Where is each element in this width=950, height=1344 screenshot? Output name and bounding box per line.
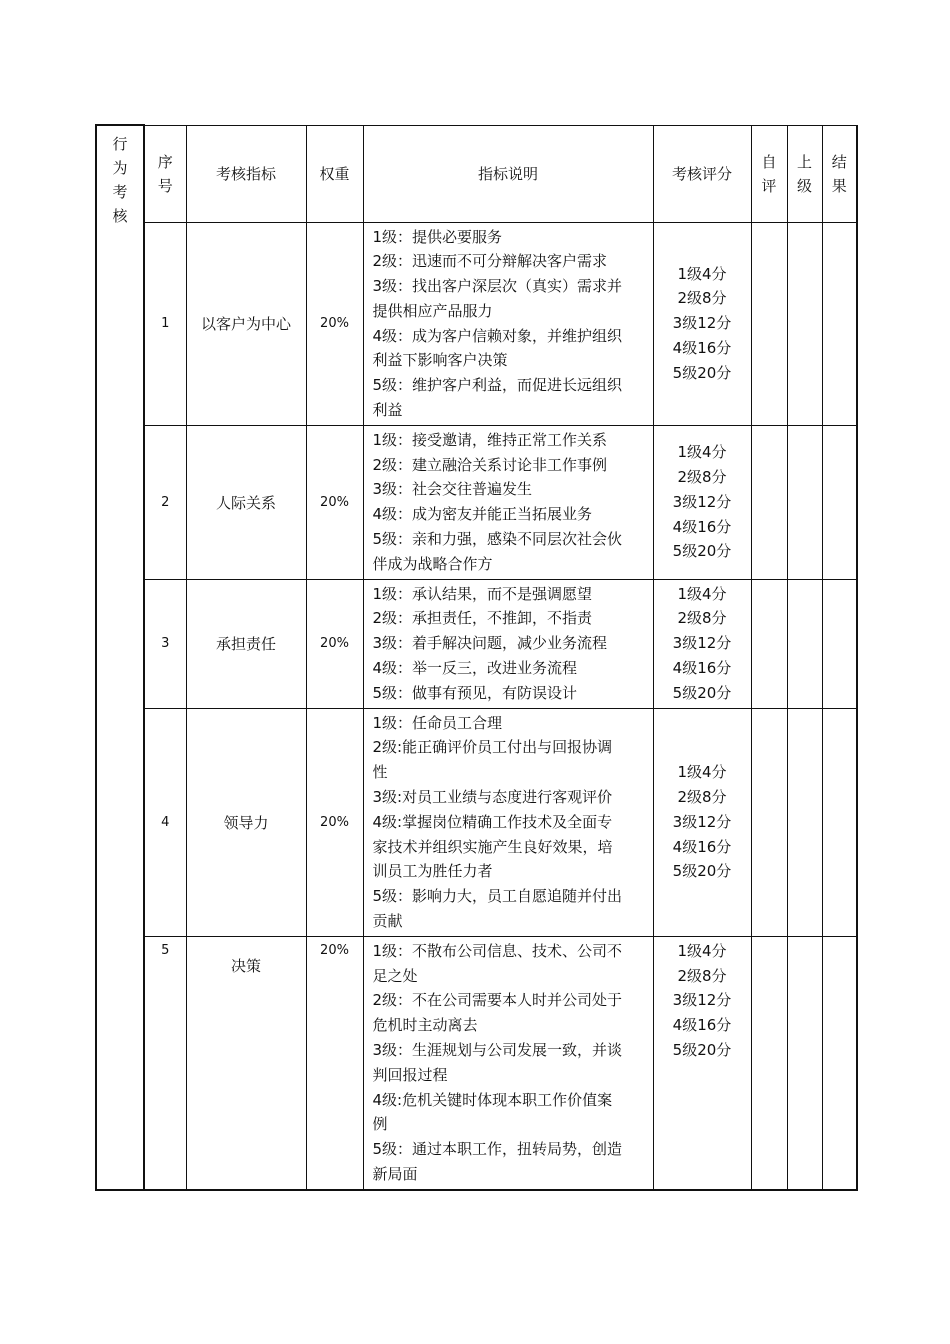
score-line: 3级12分 [672,314,732,333]
description-line: 1级：承认结果，而不是强调愿望 [372,584,593,603]
description-line: 1级：任命员工合理 [372,713,503,732]
description-line: 2级：承担责任，不推卸，不指责 [372,609,593,628]
description-line: 4级：举一反三，改进业务流程 [372,659,578,678]
row-score [653,579,751,708]
row-indicator: 人际关系 [186,425,306,579]
row-result[interactable] [822,222,857,425]
row-result[interactable] [822,936,857,1189]
score-line: 1级4分 [677,763,727,782]
row-seq: 5 [144,936,186,1189]
header-result: 结 果 [822,125,857,222]
row-seq: 3 [144,579,186,708]
row-superior-eval[interactable] [787,425,822,579]
description-line: 5级：亲和力强，感染不同层次社会伙 [372,530,623,549]
row-description [363,936,653,1189]
assessment-sheet [95,124,856,1191]
description-line: 伴成为战略合作方 [372,554,493,573]
description-line: 5级：做事有预见，有防误设计 [372,683,578,702]
score-line: 5级20分 [672,363,732,382]
table-row [96,579,857,708]
description-line: 5级：通过本职工作，扭转局势，创造 [372,1140,623,1159]
row-indicator: 以客户为中心 [186,222,306,425]
score-line: 2级8分 [677,788,727,807]
score-line: 2级8分 [677,468,727,487]
table-row [96,708,857,936]
table-row [96,936,857,1189]
row-superior-eval[interactable] [787,579,822,708]
row-score [653,425,751,579]
row-weight: 20% [306,936,363,1189]
row-indicator: 领导力 [186,708,306,936]
description-line: 5级：维护客户利益，而促进长远组织 [372,376,623,395]
description-line: 4级:掌握岗位精确工作技术及全面专 [372,812,613,831]
row-indicator: 承担责任 [186,579,306,708]
header-superior: 上 级 [787,125,822,222]
score-line: 2级8分 [677,289,727,308]
row-weight: 20% [306,579,363,708]
row-result[interactable] [822,579,857,708]
description-line: 5级：影响力大，员工自愿追随并付出 [372,887,623,906]
score-line: 3级12分 [672,991,732,1010]
description-line: 1级：提供必要服务 [372,227,503,246]
description-line: 4级：成为密友并能正当拓展业务 [372,505,593,524]
score-line: 3级12分 [672,634,732,653]
description-line: 3级：找出客户深层次（真实）需求并 [372,277,623,296]
description-line: 2级：不在公司需要本人时并公司处于 [372,991,623,1010]
description-line: 新局面 [372,1164,418,1183]
row-description [363,708,653,936]
section-char: 行 [112,135,128,153]
row-weight: 20% [306,425,363,579]
score-line: 2级8分 [677,966,727,985]
score-line: 1级4分 [677,443,727,462]
description-line: 例 [372,1115,388,1134]
row-weight: 20% [306,222,363,425]
description-line: 4级：成为客户信赖对象，并维护组织 [372,326,623,345]
score-line: 5级20分 [672,542,732,561]
score-line: 4级16分 [672,339,732,358]
score-line: 3级12分 [672,812,732,831]
row-self-eval[interactable] [751,425,787,579]
table-row [96,425,857,579]
header-seq: 序 号 [144,125,186,222]
description-line: 利益下影响客户决策 [372,351,508,370]
row-indicator: 决策 [186,936,306,1189]
score-line: 1级4分 [677,584,727,603]
row-superior-eval[interactable] [787,936,822,1189]
row-score [653,222,751,425]
row-seq: 1 [144,222,186,425]
row-self-eval[interactable] [751,222,787,425]
description-line: 足之处 [372,966,418,985]
score-line: 4级16分 [672,837,732,856]
row-superior-eval[interactable] [787,708,822,936]
description-line: 3级：着手解决问题，减少业务流程 [372,634,608,653]
assessment-table [95,124,858,1191]
score-line: 1级4分 [677,941,727,960]
table-row [96,222,857,425]
description-line: 1级：接受邀请，维持正常工作关系 [372,430,608,449]
header-weight: 权重 [306,125,363,222]
row-result[interactable] [822,425,857,579]
description-line: 3级:对员工业绩与态度进行客观评价 [372,788,613,807]
description-line: 提供相应产品服力 [372,301,493,320]
header-score: 考核评分 [653,125,751,222]
score-line: 4级16分 [672,1016,732,1035]
score-line: 3级12分 [672,492,732,511]
description-line: 危机时主动离去 [372,1016,478,1035]
row-description [363,579,653,708]
description-line: 训员工为胜任力者 [372,862,493,881]
row-self-eval[interactable] [751,708,787,936]
section-char: 为 [112,159,128,177]
score-line: 2级8分 [677,609,727,628]
row-self-eval[interactable] [751,936,787,1189]
row-description [363,222,653,425]
row-seq: 4 [144,708,186,936]
row-seq: 2 [144,425,186,579]
row-result[interactable] [822,708,857,936]
row-score [653,708,751,936]
section-char: 考 [112,183,128,201]
score-line: 4级16分 [672,517,732,536]
description-line: 家技术并组织实施产生良好效果，培 [372,837,613,856]
description-line: 2级：建立融洽关系讨论非工作事例 [372,455,608,474]
header-description: 指标说明 [363,125,653,222]
description-line: 3级：生涯规划与公司发展一致，并谈 [372,1041,623,1059]
description-line: 2级:能正确评价员工付出与回报协调 [372,738,613,757]
description-line: 判回报过程 [372,1065,448,1084]
description-line: 2级：迅速而不可分辩解决客户需求 [372,252,608,271]
row-description [363,425,653,579]
description-line: 1级：不散布公司信息、技术、公司不 [372,941,623,960]
header-indicator: 考核指标 [186,125,306,222]
row-superior-eval[interactable] [787,222,822,425]
score-line: 4级16分 [672,659,732,678]
header-row [96,125,857,222]
description-line: 3级：社会交往普遍发生 [372,480,533,499]
header-self: 自 评 [751,125,787,222]
score-line: 1级4分 [677,264,727,283]
description-line: 性 [372,763,388,782]
description-line: 利益 [372,401,403,420]
section-char: 核 [112,207,128,225]
section-label [96,125,144,1190]
row-weight: 20% [306,708,363,936]
row-self-eval[interactable] [751,579,787,708]
score-line: 5级20分 [672,862,732,881]
description-line: 贡献 [372,912,403,931]
row-score [653,936,751,1189]
description-line: 4级:危机关键时体现本职工作价值案 [372,1090,613,1109]
score-line: 5级20分 [672,1041,732,1059]
score-line: 5级20分 [672,683,732,702]
